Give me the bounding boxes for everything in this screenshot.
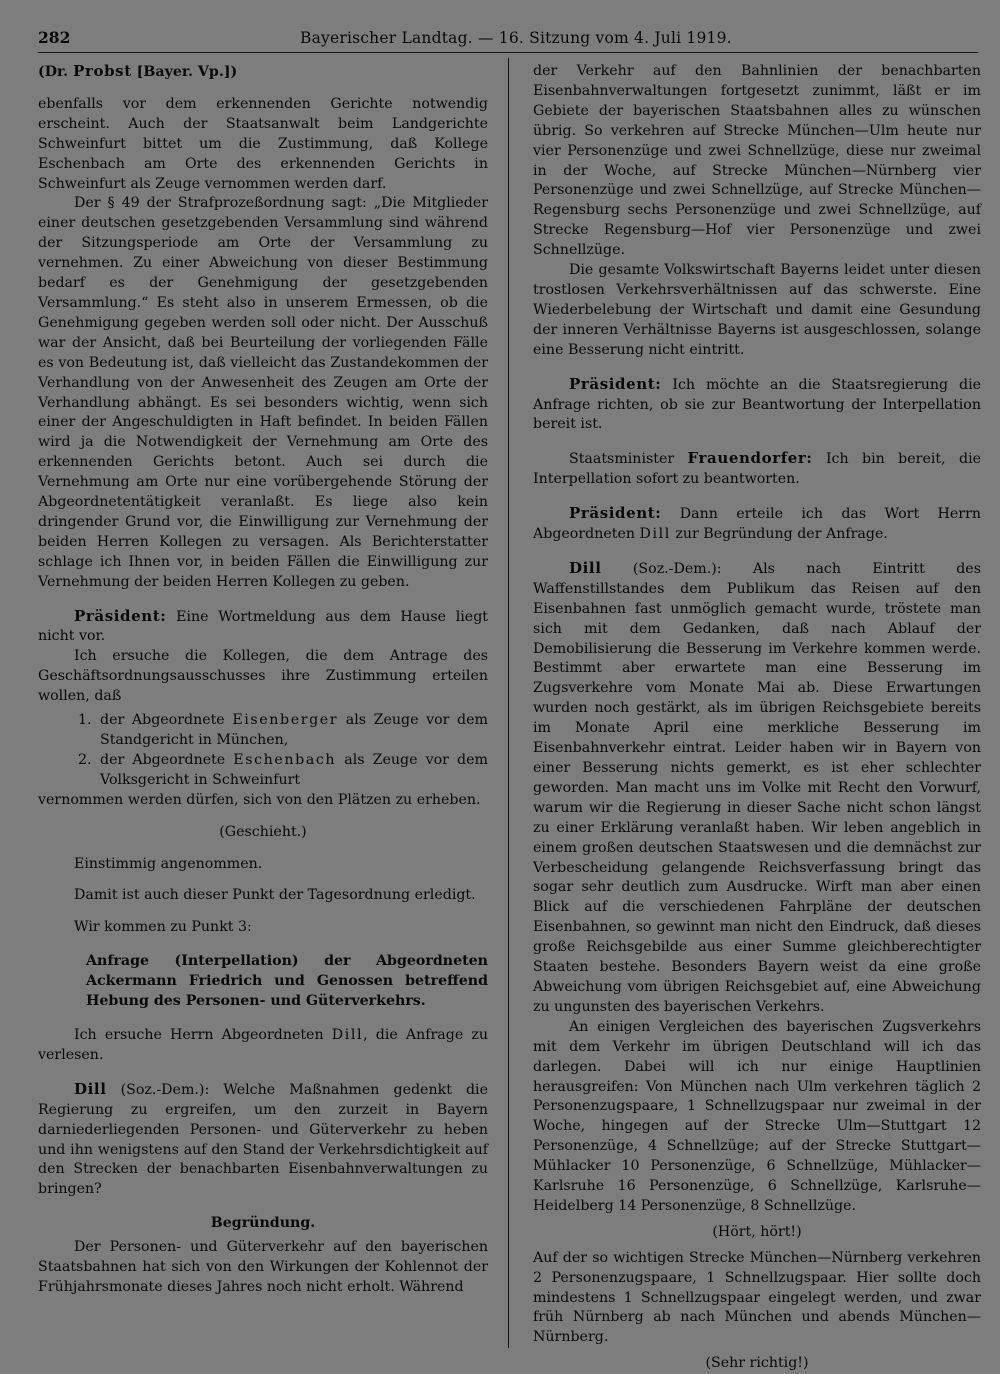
paragraph: vernommen werden dürfen, sich von den Plätzen zu erheben. (38, 791, 481, 808)
paragraph: Die gesamte Volkswirtschaft Bayerns leidet unter diesen trostlosen Verkehrsverhältnissen auf das schwerste. Eine Wiederbelebung der Wirtschaft und damit eine Gesundung der inneren Verhältnisse Bayerns ist ausgeschlossen, solange eine Besserung nicht eintritt. (533, 262, 981, 358)
speaker-name: Dill (74, 1079, 107, 1098)
paragraph: Wir kommen zu Punkt 3: (74, 919, 252, 936)
speaker-name: Dill (569, 558, 602, 577)
page-number: 282 (38, 28, 71, 47)
paragraph: Ich ersuche Herrn Abgeordneten Dill, die Anfrage zu verlesen. (38, 1026, 488, 1063)
paragraph: Der § 49 der Strafprozeßordnung sagt: „Die Mitglieder einer deutschen gesetzgebenden Versammlung sind während der Sitzungsperiode am Orte der Versammlung zu vernehmen. Zu einer Abweichung von dieser Bestimmung bedarf es der Genehmigung der gesetzgebenden Versammlung.“ Es steht also in unserem Ermessen, ob die Genehmigung gegeben werden soll oder nicht. Der Ausschuß war der Ansicht, daß bei Beurteilung der vorliegenden Fälle es von Bedeutung ist, daß vielleicht das Zustandekommen der Verhandlung von der Anwesenheit des Zeugen am Orte der Verhandlung abhängt. Es sei besonders wichtig, wenn sich einer der Angeschuldigten in Haft befindet. In beiden Fällen wird ja die Notwendigkeit der Vernehmung am Orte des erkennenden Gerichts betont. Auch sei durch die Vernehmung am Orte nur eine vorübergehende Störung der Abgeordnetentätigkeit veranlaßt. Es liege also kein dringender Grund vor, die Einwilligung zur Vernehmung der beiden Herren Kollegen zu versagen. Als Berichterstatter schlage ich Ihnen vor, in beiden Fällen die Einwilligung zur Vernehmung der beiden Herren Kollegen zu geben. (38, 195, 488, 590)
paragraph: Ich ersuche die Kollegen, die dem Antrage des Geschäftsordnungsausschusses ihre Zustimmung erteilen wollen, daß (38, 648, 488, 705)
interjection: (Sehr richtig!) (705, 1355, 809, 1372)
left-column (38, 62, 488, 1298)
paragraph: Dill (Soz.-Dem.): Als nach Eintritt des Waffenstillstandes dem Publikum das Reisen auf den Eisenbahnen fast unmöglich gemacht wurde, tröstete man sich mit dem Gedanken, daß nach Ablauf der Demobilisierung die Besserung im Verkehre kommen werde. Bestimmt aber erwartete man eine Besserung im Zugsverkehre vom Monate Mai ab. Diese Erwartungen wurden noch gestärkt, als im übrigen Reichsgebiete bereits im Monate April eine merkliche Besserung im Eisenbahnverkehr eintrat. Leider haben wir in Bayern von einer Besserung nichts gemerkt, es ist eher schlechter geworden. Man macht uns im Volke mit Recht den Vorwurf, warum wir die Regierung in dieser Sache nicht schon längst zu einer Erklärung veranlaßt haben. Wir leben angeblich in einem großen deutschen Staatswesen und die demnächst zur Verbescheidung gelangende Reichsverfassung bringt das sogar sehr deutlich zum Ausdrucke. Wirft man aber einen Blick auf die verschiedenen Fahrpläne der deutschen Eisenbahnen, so gewinnt man nicht den Eindruck, daß dieses große Reichsgebilde aus einer Summe gleichberechtigter Staaten bestehe. Besonders Bayern weist da eine große Abweichung vom übrigen Reichsgebiet auf, eine Abweichung zu ungunsten des bayerischen Verkehrs. (533, 558, 981, 1015)
paragraph: Der Personen- und Güterverkehr auf den bayerischen Staatsbahnen hat sich von den Wirkungen der Kohlennot der Frühjahrsmonate dieses Jahres noch nicht erholt. Während (38, 1239, 488, 1295)
right-column (533, 62, 981, 1374)
running-title: Bayerischer Landtag. — 16. Sitzung vom 4. Juli 1919. (300, 29, 732, 47)
paragraph: Präsident: Eine Wortmeldung aus dem Hause liegt nicht vor. (38, 606, 488, 645)
paragraph: An einigen Vergleichen des bayerischen Zugsverkehrs mit dem Verkehr im übrigen Deutschland will ich das darlegen. Dabei will ich nur einige Hauptlinien herausgreifen: Von München nach Ulm verkehren täglich 2 Personenzugspaare, 1 Schnellzugspaar nur zweimal in der Woche, hingegen auf der Strecke Ulm—Stuttgart 12 Personenzüge, 4 Schnellzüge; auf der Strecke Stuttgart—Mühlacker 10 Personenzüge, 6 Schnellzüge, Mühlacker—Karlsruhe 16 Personenzüge, 6 Schnellzüge, Karlsruhe—Heidelberg 14 Personenzüge, 8 Schnellzüge. (533, 1018, 981, 1214)
speaker-name: Präsident: (569, 504, 662, 523)
speaker-tag: (Dr. Probst [Bayer. Vp.]) (38, 62, 238, 80)
speaker-name: Frauendorfer: (687, 449, 813, 468)
page-header (38, 26, 978, 50)
speaker-name: Präsident: (569, 374, 662, 393)
list-item: 1. der Abgeordnete Eisenberger als Zeuge vor dem Standgericht in München, (96, 711, 488, 751)
paragraph: ebenfalls vor dem erkennenden Gerichte notwendig erscheint. Auch der Staatsanwalt beim Landgerichte Schweinfurt bittet um die Zustimmung, daß Kollege Eschenbach am Orte des erkennenden Gerichts in Schweinfurt als Zeuge vernommen werden darf. (38, 95, 488, 192)
interjection: (Geschieht.) (219, 823, 307, 840)
paragraph: Dill (Soz.-Dem.): Welche Maßnahmen gedenkt die Regierung zu ergreifen, um den zurzeit in Bayern darniederliegenden Personen- und Güterverkehr zu heben und ihn wenigstens auf den Stand der Verkehrsdichtigkeit auf den Strecken der benachbarten Eisenbahnverwaltungen zu bringen? (38, 1079, 488, 1198)
agenda-heading: Anfrage (Interpellation) der Abgeordneten Ackermann Friedrich und Genossen betreffend Hebung des Personen- und Güterverkehrs. (86, 953, 488, 1010)
paragraph: Staatsminister Frauendorfer: Ich bin bereit, die Interpellation sofort zu beantworten. (533, 449, 982, 488)
paragraph: Auf der so wichtigen Strecke München—Nürnberg verkehren 2 Personenzugspaare, 1 Schnellzugspaar. Hier sollte doch mindestens 1 Schnellzugspaar eingelegt werden, und zwar früh Nürnberg ab nach München und abends München—Nürnberg. (533, 1249, 981, 1346)
column-divider (508, 58, 509, 1348)
paragraph: Präsident: Dann erteile ich das Wort Herrn Abgeordneten Dill zur Begründung der Anfrage. (533, 504, 981, 543)
header-rule (38, 52, 978, 53)
numbered-list (38, 711, 488, 791)
section-heading: Begründung. (210, 1215, 316, 1232)
paragraph: Präsident: Ich möchte an die Staatsregierung die Anfrage richten, ob sie zur Beantwortung der Interpellation bereit ist. (533, 374, 981, 433)
paragraph: Damit ist auch dieser Punkt der Tagesordnung erledigt. (74, 887, 476, 904)
paragraph: der Verkehr auf den Bahnlinien der benachbarten Eisenbahnverwaltungen fortgesetzt zunimmt, läßt er im Gebiete der bayerischen Staatsbahnen alles zu wünschen übrig. So verkehren auf Strecke München—Ulm heute nur vier Personenzüge und zwei Schnellzüge, diese nur zweimal in der Woche, auf Strecke München—Nürnberg vier Personenzüge und zwei Schnellzüge, auf Strecke München—Regensburg sechs Personenzüge und zwei Schnellzüge, auf Strecke Regensburg—Hof vier Personenzüge und zwei Schnellzüge. (533, 63, 981, 259)
list-item: 2. der Abgeordnete Eschenbach als Zeuge vor dem Volksgericht in Schweinfurt (96, 751, 488, 791)
paragraph: Einstimmig angenommen. (74, 855, 263, 872)
speaker-name: Präsident: (74, 606, 167, 625)
interjection: (Hört, hört!) (712, 1223, 802, 1240)
